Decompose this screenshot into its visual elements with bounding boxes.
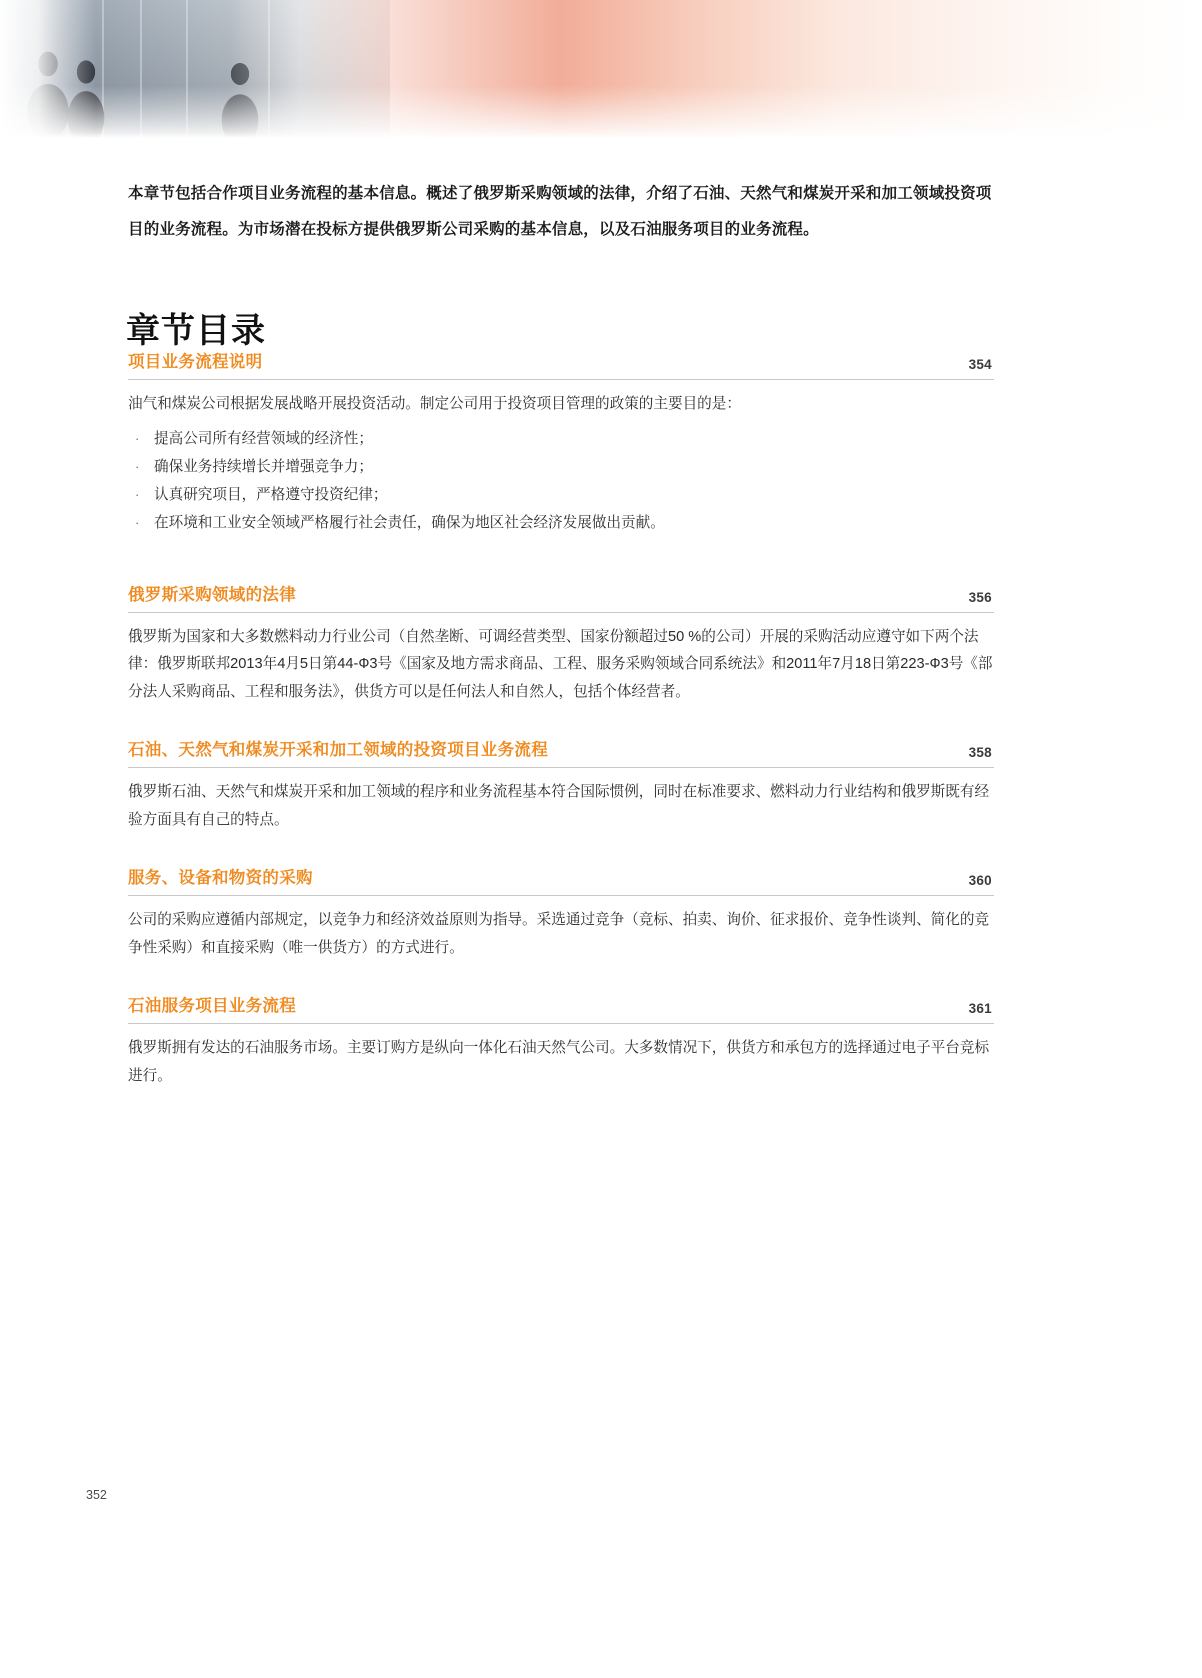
bullet-icon: · [135, 430, 140, 446]
toc-entry-page: 358 [968, 745, 992, 760]
bullet-icon: · [135, 514, 140, 530]
list-item-label: 在环境和工业安全领域严格履行社会责任，确保为地区社会经济发展做出贡献。 [154, 514, 665, 531]
toc-entry-title[interactable]: 俄罗斯采购领域的法律 [128, 585, 296, 604]
list-item-label: 提高公司所有经营领域的经济性； [154, 430, 373, 447]
toc-entry-body: 俄罗斯石油、天然气和煤炭开采和加工领域的程序和业务流程基本符合国际惯例，同时在标准要求、燃料动力行业结构和俄罗斯既有经验方面具有自己的特点。 [128, 784, 990, 828]
list-item [128, 509, 994, 537]
toc-entry[interactable] [128, 348, 994, 537]
toc-entry-header[interactable] [128, 864, 994, 896]
toc-entry-title[interactable]: 服务、设备和物资的采购 [128, 869, 313, 887]
toc-entry-body: 油气和煤炭公司根据发展战略开展投资活动。制定公司用于投资项目管理的政策的主要目的是： [128, 396, 741, 412]
page-title: 章节目录 [126, 311, 266, 350]
header-banner [0, 0, 1202, 138]
list-item [128, 453, 994, 481]
toc-entry-title[interactable]: 项目业务流程说明 [128, 353, 263, 371]
toc-entry-page: 356 [968, 589, 992, 605]
toc-entry[interactable] [128, 736, 994, 834]
toc-entry-body: 俄罗斯为国家和大多数燃料动力行业公司（自然垄断、可调经营类型、国家份额超过50 %的公司）开展的采购活动应遵守如下两个法律：俄罗斯联邦2013年4月5日第44-Ф3号《国家及地方需求商品、工程、服务采购领域合同系统法》和2011年7月18日第223-Ф3号《部分法人采购商品、工程和服务法》，供货方可以是任何法人和自然人，包括个体经营者。 [128, 628, 993, 700]
toc-entry-page: 361 [968, 1001, 992, 1016]
toc-entry-title[interactable]: 石油、天然气和煤炭开采和加工领域的投资项目业务流程 [128, 741, 548, 759]
toc-entry-page: 360 [968, 873, 992, 888]
toc-entry-body: 公司的采购应遵循内部规定，以竞争力和经济效益原则为指导。采选通过竞争（竞标、拍卖、询价、征求报价、竞争性谈判、简化的竞争性采购）和直接采购（唯一供货方）的方式进行。 [128, 912, 990, 956]
list-item [128, 481, 994, 509]
toc-entry-bullets [128, 425, 994, 537]
banner-fade-overlay [0, 0, 1202, 138]
intro-paragraph: 本章节包括合作项目业务流程的基本信息。概述了俄罗斯采购领域的法律，介绍了石油、天然气和煤炭开采和加工领域投资项目的业务流程。为市场潜在投标方提供俄罗斯公司采购的基本信息，以及石油服务项目的业务流程。 [128, 184, 992, 238]
bullet-icon: · [135, 458, 140, 474]
toc-entry[interactable] [128, 992, 994, 1090]
toc-entry-title[interactable]: 石油服务项目业务流程 [128, 997, 296, 1015]
table-of-contents [128, 348, 994, 1118]
toc-entry[interactable] [128, 864, 994, 962]
toc-entry-header[interactable] [128, 736, 994, 768]
list-item-label: 认真研究项目，严格遵守投资纪律； [154, 486, 388, 503]
banner-left-fade [0, 0, 96, 138]
list-item-label: 确保业务持续增长并增强竞争力； [154, 458, 373, 475]
list-item [128, 425, 994, 453]
toc-entry-header[interactable] [128, 348, 994, 380]
toc-entry-body: 俄罗斯拥有发达的石油服务市场。主要订购方是纵向一体化石油天然气公司。大多数情况下，供货方和承包方的选择通过电子平台竞标进行。 [128, 1040, 990, 1084]
toc-entry[interactable] [128, 581, 994, 707]
toc-entry-header[interactable] [128, 992, 994, 1024]
toc-entry-header[interactable] [128, 581, 994, 613]
bullet-icon: · [135, 486, 140, 502]
toc-entry-page: 354 [968, 357, 992, 372]
page-number: 352 [86, 1488, 107, 1502]
